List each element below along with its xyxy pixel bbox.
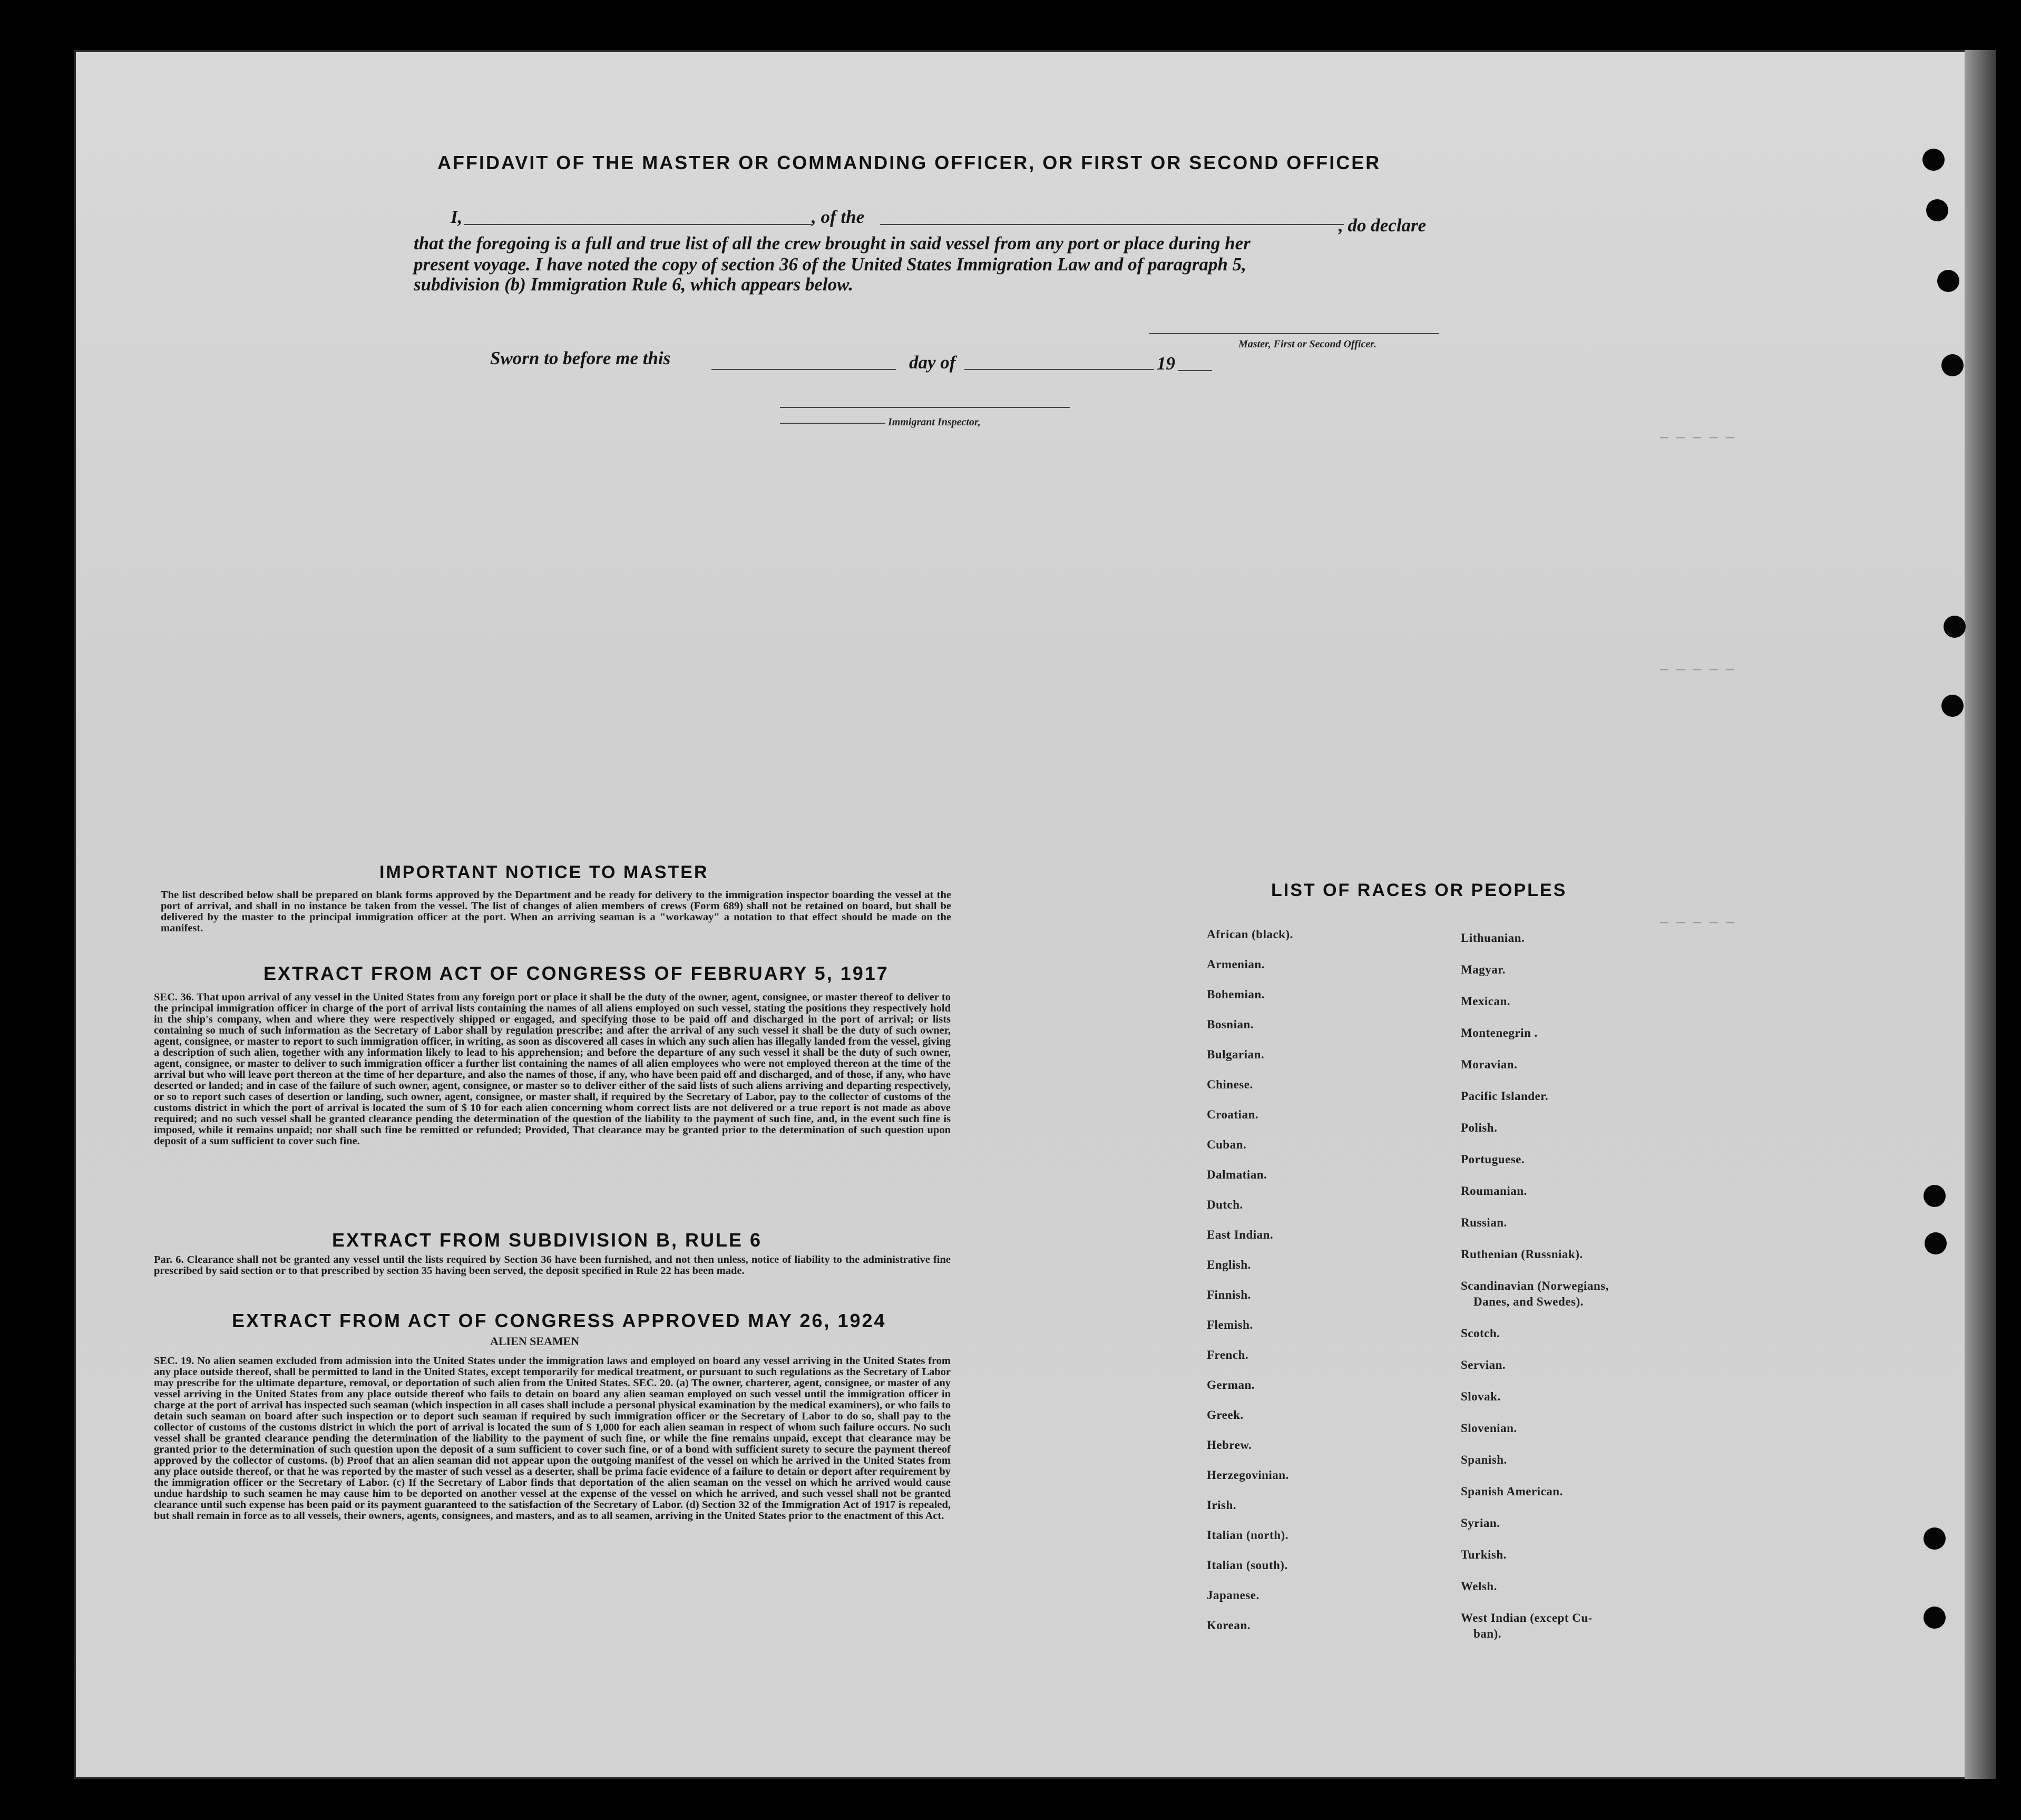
extract-1917-text: SEC. 36. That upon arrival of any vessel in the United States from any foreign port or place it shall be the duty of the owner, agent, consignee, or master thereof to deliver to the principal immigration officer in charge of the port of arrival lists containing the names of all aliens employed on such vessel, stating the positions they respectively hold in the ship's company, when and where they were respectively shipped or engaged, and specifying those to be paid off and discharged in the port of arrival; or lists containing so much of such information as the Secretary of Labor shall by regulation prescribe; and after the arrival of any such vessel it shall be the duty of such owner, agent, consignee, or master to report to such immigration officer, in writing, as soon as discovered all cases in which any such alien has illegally landed from the vessel, giving a description of such alien, together with any information likely to lead to his apprehension; and before the departure of any such vessel it shall be the duty of such owner, agent, consignee, or master to deliver to such immigration officer a further list containing the names of all alien employees who were not employed thereon at the time of the arrival but who will leave port thereon at the time of her departure, and also the names of those, if any, who have been paid off and discharged, and of those, if any, who have deserted or landed; and in case of the failure of such owner, agent, consignee, or master so to deliver either of the said lists of such aliens arriving and departing respectively, or so to report such cases of desertion or landing, such owner, agent, consignee, or master shall, if required by the Secretary of Labor, pay to the collector of customs of the customs district in which the port of arrival is located the sum of $ 10 for each alien concerning whom correct lists are not delivered or a true report is not made as above required; and no such vessel shall be granted clearance pending the determination of the question of the liability to the payment of such fine, and, in the event such fine is imposed, while it remains unpaid; nor shall such fine be remitted or refunded; Provided, That clearance may be granted prior to the determination of such question upon deposit of a sum sufficient to cover such fine. (154, 991, 951, 1147)
race-item: Hebrew. (1207, 1438, 1252, 1452)
affidavit-of-the: , of the (812, 207, 865, 227)
race-item: Irish. (1207, 1498, 1237, 1512)
punch-hole (1924, 1185, 1946, 1207)
race-item: ban). (1473, 1627, 1501, 1640)
race-item: Chinese. (1207, 1078, 1253, 1091)
race-item: Slovenian. (1461, 1422, 1517, 1435)
race-item: East Indian. (1207, 1228, 1274, 1241)
race-item: Japanese. (1207, 1589, 1260, 1602)
race-item: Pacific Islander. (1461, 1089, 1549, 1103)
subdivision-b-title: EXTRACT FROM SUBDIVISION B, RULE 6 (332, 1229, 763, 1251)
race-item: Bohemian. (1207, 988, 1265, 1001)
punch-hole (1926, 199, 1948, 221)
race-item: Syrian. (1461, 1516, 1500, 1530)
race-item: Russian. (1461, 1216, 1507, 1229)
signature-line (1149, 333, 1439, 334)
punch-hole (1924, 1527, 1946, 1550)
punch-hole (1924, 1607, 1946, 1629)
punch-hole (1944, 616, 1966, 638)
notice-text: The list described below shall be prepared on blank forms approved by the Department and be ready for delivery to the immigration inspector boarding the vessel at the port of arrival, and shall in no instance be taken from the vessel. The list of changes of alien members of crews (Form 689) shall not be retained on board, but shall be delivered by the master to the principal immigration officer at the port. When an arriving seaman is a "workaway" a notation to that effect should be made on the manifest. (161, 889, 951, 934)
race-item: English. (1207, 1258, 1251, 1271)
race-item: Finnish. (1207, 1288, 1251, 1301)
inspector-line (780, 423, 885, 424)
race-item: Danes, and Swedes). (1473, 1295, 1584, 1308)
year-prefix: 19 (1157, 353, 1175, 374)
race-item: African (black). (1207, 928, 1293, 941)
race-item: Portuguese. (1461, 1153, 1525, 1166)
race-item: Roumanian. (1461, 1184, 1527, 1198)
name-blank (464, 224, 812, 225)
race-item: Ruthenian (Russniak). (1461, 1248, 1583, 1261)
notice-title: IMPORTANT NOTICE TO MASTER (379, 862, 709, 882)
extract-1924-subtitle: ALIEN SEAMEN (490, 1335, 580, 1348)
year-blank (1178, 370, 1212, 371)
bleed-through-mark: — — — — — (1660, 430, 1734, 445)
affidavit-line-2: that the foregoing is a full and true list of all the crew brought in said vessel from any port or place during her (414, 233, 1251, 254)
race-item: French. (1207, 1348, 1249, 1361)
affidavit-declare: , do declare (1339, 215, 1427, 236)
race-item: Cuban. (1207, 1138, 1247, 1151)
race-item: Spanish American. (1461, 1485, 1563, 1498)
race-item: Lithuanian. (1461, 931, 1525, 945)
race-item: Scotch. (1461, 1327, 1500, 1340)
sworn-text: Sworn to before me this (490, 348, 671, 368)
subdivision-b-text: Par. 6. Clearance shall not be granted any vessel until the lists required by Section 36 have been furnished, and not then unless, notice of liability to the administrative fine prescribed by said section or to that prescribed by section 35 having been served, the deposit specified in Rule 22 has been made. (154, 1254, 951, 1277)
race-item: Herzegovinian. (1207, 1468, 1289, 1482)
race-item: Magyar. (1461, 963, 1506, 976)
punch-hole (1925, 1232, 1947, 1254)
race-item: Italian (north). (1207, 1529, 1288, 1542)
race-item: Korean. (1207, 1619, 1251, 1632)
race-item: Mexican. (1461, 995, 1511, 1008)
bleed-through-mark: — — — — — (1660, 914, 1734, 930)
race-item: Bulgarian. (1207, 1048, 1265, 1061)
race-item: Dutch. (1207, 1198, 1243, 1211)
extract-1917-title: EXTRACT FROM ACT OF CONGRESS OF FEBRUARY 5, 1917 (263, 962, 889, 984)
affidavit-i: I, (451, 207, 463, 227)
affidavit-line-4: subdivision (b) Immigration Rule 6, which appears below. (414, 274, 853, 295)
punch-hole (1941, 695, 1964, 717)
races-title: LIST OF RACES OR PEOPLES (1271, 880, 1567, 900)
race-item: Welsh. (1461, 1580, 1497, 1593)
race-item: Moravian. (1461, 1058, 1518, 1071)
race-item: Spanish. (1461, 1453, 1507, 1466)
race-item: Bosnian. (1207, 1018, 1254, 1031)
race-item: Montenegrin . (1461, 1026, 1538, 1039)
punch-hole (1922, 149, 1945, 171)
race-item: West Indian (except Cu- (1461, 1611, 1593, 1624)
page-edge-shadow (1965, 50, 1996, 1779)
race-item: Greek. (1207, 1408, 1244, 1422)
month-blank (964, 369, 1154, 370)
race-item: Italian (south). (1207, 1559, 1288, 1572)
affidavit-title: AFFIDAVIT OF THE MASTER OR COMMANDING OFFICER, OR FIRST OR SECOND OFFICER (437, 152, 1381, 173)
affidavit-line-3: present voyage. I have noted the copy of section 36 of the United States Immigration Law and of paragraph 5, (414, 254, 1246, 275)
sworn-day-blank (711, 369, 896, 370)
race-item: Polish. (1461, 1121, 1498, 1134)
extract-1924-text: SEC. 19. No alien seamen excluded from admission into the United States under the immigration laws and employed on board any vessel arriving in the United States from any place outside thereof, shall be permitted to land in the United States, except temporarily for medical treatment, or pursuant to such regulations as the Secretary of Labor may prescribe for the ultimate departure, removal, or deportation of such alien from the United States. SEC. 20. (a) The owner, charterer, agent, consignee, or master of any vessel arriving in the United States from any place outside thereof who fails to detain on board any alien seaman employed on such vessel until the immigration officer in charge at the port of arrival has inspected such seaman (which inspection in all cases shall include a personal physical examination by the medical examiners), or who fails to detain such seaman on board after such inspection or to deport such seaman if required by such immigration officer or the Secretary of Labor to do so, shall pay to the collector of customs of the customs district in which the port of arrival is located the sum of $ 1,000 for each alien seaman in respect of whom such failure occurs. No such vessel shall be granted clearance pending the determination of the liability to the payment of such fine, or while the fine remains unpaid, except that clearance may be granted prior to the determination of such question upon the deposit of a sum sufficient to cover such fine, or of a bond with sufficient surety to secure the payment thereof approved by the collector of customs. (b) Proof that an alien seaman did not appear upon the outgoing manifest of the vessel on which he arrived in the United States from any place outside thereof, or that he was reported by the master of such vessel as a deserter, shall be prima facie evidence of a failure to detain or deport after requirement by the immigration officer or the Secretary of Labor. (c) If the Secretary of Labor finds that deportation of the alien seaman on the vessel on which he arrived would cause undue hardship to such seamen he may cause him to be deported on another vessel at the expense of the vessel on which he arrived, and such vessel shall not be granted clearance until such expense has been paid or its payment guaranteed to the satisfaction of the Secretary of Labor. (d) Section 32 of the Immigration Act of 1917 is repealed, but shall remain in force as to all vessels, their owners, agents, consignees, and masters, and as to all seamen, arriving in the United States prior to the enactment of this Act. (154, 1355, 951, 1522)
race-item: Dalmatian. (1207, 1168, 1267, 1181)
race-item: Scandinavian (Norwegians, (1461, 1279, 1609, 1292)
race-item: German. (1207, 1378, 1255, 1391)
punch-hole (1937, 270, 1959, 292)
master-label: Master, First or Second Officer. (1238, 338, 1376, 350)
inspector-top-line (780, 407, 1070, 408)
race-item: Servian. (1461, 1358, 1506, 1371)
vessel-blank (880, 224, 1344, 225)
race-item: Slovak. (1461, 1390, 1501, 1403)
day-of-text: day of (909, 352, 956, 373)
race-item: Armenian. (1207, 958, 1265, 971)
race-item: Croatian. (1207, 1108, 1258, 1121)
punch-hole (1941, 354, 1964, 376)
extract-1924-title: EXTRACT FROM ACT OF CONGRESS APPROVED MAY 26, 1924 (232, 1310, 886, 1331)
race-item: Turkish. (1461, 1548, 1507, 1561)
race-item: Flemish. (1207, 1318, 1253, 1331)
bleed-through-mark: — — — — — (1660, 661, 1734, 677)
inspector-label: Immigrant Inspector, (888, 416, 981, 428)
